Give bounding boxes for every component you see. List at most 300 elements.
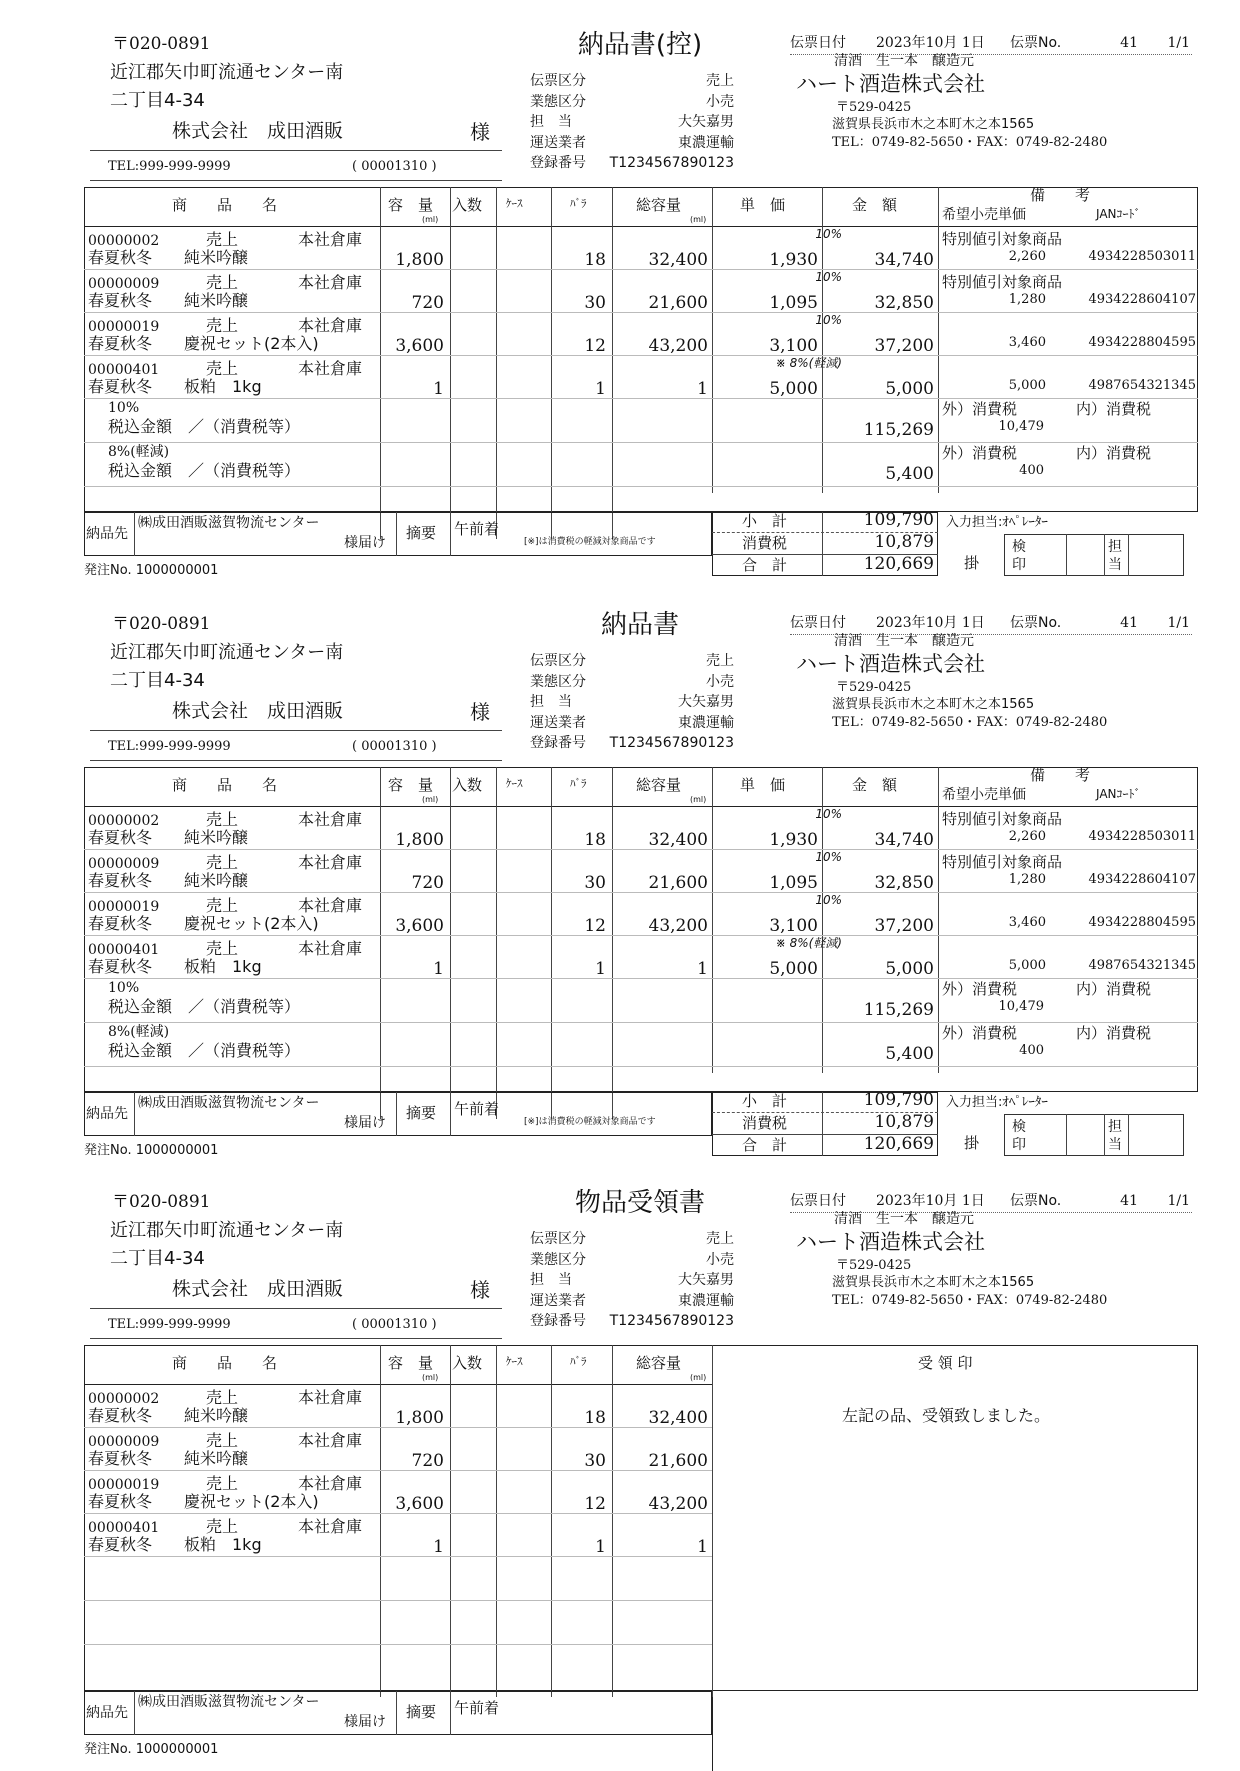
tax-label: 税込金額 ／（消費税等） [108, 461, 301, 480]
item-maker: 春夏秋冬 [88, 377, 153, 396]
staff-label: 担当 [1108, 539, 1122, 573]
item-bara: 30 [584, 293, 606, 313]
rule [90, 1338, 502, 1339]
tax-inner-value: 10,479 [998, 419, 1044, 434]
item-code: 00000019 [88, 899, 160, 915]
item-code: 00000401 [88, 1520, 160, 1536]
tax-outer-label: 外）消費税 [942, 1024, 1018, 1042]
rule [90, 180, 502, 181]
item-bara: 1 [595, 379, 606, 399]
rule [84, 486, 1198, 487]
slip-info-value: 小売 [706, 1251, 734, 1268]
slip-no-label: 伝票No. [1010, 35, 1062, 51]
subtotal-label: 小 計 [742, 1092, 788, 1110]
item-capacity: 3,600 [395, 1494, 444, 1514]
customer-name: 株式会社 成田酒販 [172, 700, 344, 722]
grand-total: 120,669 [863, 554, 934, 574]
company-address: 滋賀県長浜市木之本町木之本1565 [832, 1275, 1035, 1290]
slip-invoice-0 [0, 28, 1240, 598]
slip-info-label: 担 当 [530, 694, 572, 710]
item-remark: 特別値引対象商品 [942, 810, 1063, 828]
item-total-vol: 21,600 [648, 1451, 708, 1471]
item-unit-price: 1,930 [769, 830, 818, 850]
slip-date: 2023年10月 1日 [876, 1193, 985, 1209]
slip-info-value: T1234567890123 [609, 155, 734, 171]
tax-inner-value: 400 [1019, 1043, 1044, 1058]
item-capacity: 1 [433, 379, 444, 399]
company-address: 滋賀県長浜市木之本町木之本1565 [832, 697, 1035, 712]
item-name: 板粕 1kg [184, 377, 262, 396]
item-amount: 34,740 [874, 250, 934, 270]
rule [84, 1644, 712, 1645]
item-bara: 12 [584, 916, 606, 936]
rule [822, 1092, 823, 1156]
item-bara: 1 [595, 959, 606, 979]
slip-info-label: 登録番号 [530, 155, 586, 171]
header-bara: ﾊﾞﾗ [570, 197, 587, 210]
tax-amount: 5,400 [885, 1044, 934, 1064]
memo: 午前着 [454, 1699, 500, 1717]
slip-info-label: 運送業者 [530, 134, 586, 151]
item-maker: 春夏秋冬 [88, 248, 153, 267]
item-name: 純米吟醸 [184, 828, 249, 847]
company-postal: 〒529-0425 [836, 1258, 912, 1273]
item-bara: 1 [595, 1537, 606, 1557]
item-total-vol: 1 [697, 1537, 708, 1557]
item-bara: 18 [584, 830, 606, 850]
item-name: 慶祝セット(2本入) [184, 334, 319, 353]
item-capacity: 1,800 [395, 1408, 444, 1428]
item-kubun: 売上 [206, 359, 239, 378]
rule [134, 1092, 135, 1136]
rule [134, 512, 135, 556]
item-capacity: 3,600 [395, 336, 444, 356]
item-amount: 37,200 [874, 336, 934, 356]
item-code: 00000002 [88, 813, 160, 829]
customer-code: ( 00001310 ) [352, 739, 437, 754]
tax-amount: 115,269 [863, 420, 934, 440]
slip-info-value: 小売 [706, 93, 734, 110]
rule [84, 806, 1198, 807]
item-tax-note: 10% [815, 227, 842, 241]
company-tel-fax: TEL：0749-82-5650・FAX：0749-82-2480 [832, 1293, 1108, 1308]
order-no: 発注No. 1000000001 [84, 1742, 219, 1757]
tax-inner-value: 10,479 [998, 999, 1044, 1014]
item-capacity: 1 [433, 1537, 444, 1557]
check-stamp-box [1004, 1114, 1184, 1156]
header-case: ｹｰｽ [506, 1355, 523, 1368]
item-retail: 1,280 [1008, 292, 1046, 307]
item-maker: 春夏秋冬 [88, 334, 153, 353]
tax-outer-label: 外）消費税 [942, 980, 1018, 998]
slip-info-value: 売上 [706, 73, 734, 89]
item-retail: 1,280 [1008, 872, 1046, 887]
item-kubun: 売上 [206, 1474, 239, 1493]
item-maker: 春夏秋冬 [88, 1406, 153, 1425]
item-amount: 5,000 [885, 379, 934, 399]
slip-info-value: 大矢嘉男 [678, 114, 734, 130]
item-total-vol: 32,400 [648, 830, 708, 850]
slip-info-value: 大矢嘉男 [678, 1272, 734, 1288]
item-name: 慶祝セット(2本入) [184, 1492, 319, 1511]
tax-label-total: 消費税 [742, 534, 788, 552]
item-warehouse: 本社倉庫 [298, 810, 363, 829]
slip-title: 納品書(控) [577, 30, 703, 60]
rule [396, 512, 397, 556]
slip-invoice-1 [0, 608, 1240, 1178]
grand-total: 120,669 [863, 1134, 934, 1154]
rule [396, 1092, 397, 1136]
tax-amount: 5,400 [885, 464, 934, 484]
item-warehouse: 本社倉庫 [298, 1474, 363, 1493]
rule [938, 187, 939, 493]
item-warehouse: 本社倉庫 [298, 230, 363, 249]
item-tax-note: 10% [815, 850, 842, 864]
tax-rate: 8%(軽減) [108, 1024, 170, 1040]
item-warehouse: 本社倉庫 [298, 359, 363, 378]
company-tagline: 清酒 生一本 醸造元 [834, 53, 974, 69]
slip-info-value: 東濃運輸 [678, 714, 734, 731]
rule [84, 849, 1198, 850]
delivery-name: ㈱成田酒販滋賀物流センター [138, 515, 320, 531]
item-jan: 4934228804595 [1088, 335, 1196, 350]
header-unit-price: 単 価 [740, 196, 786, 214]
item-name: 慶祝セット(2本入) [184, 914, 319, 933]
company-tagline: 清酒 生一本 醸造元 [834, 1211, 974, 1227]
item-retail: 5,000 [1008, 378, 1046, 393]
rule [712, 767, 713, 1073]
slip-info-label: 伝票区分 [530, 1231, 586, 1247]
customer-name: 株式会社 成田酒販 [172, 1278, 344, 1300]
slip-no: 41 [1120, 615, 1138, 631]
header-capacity: 容 量 [388, 1354, 434, 1372]
header-receipt: 受 領 印 [918, 1354, 973, 1372]
customer-name: 株式会社 成田酒販 [172, 120, 344, 142]
reduced-note: [※]は消費税の軽減対象商品です [524, 1117, 656, 1127]
slip-info-label: 運送業者 [530, 1292, 586, 1309]
rule [1104, 534, 1105, 576]
header-product: 商 品 名 [172, 776, 278, 794]
item-retail: 3,460 [1008, 915, 1046, 930]
rule [84, 978, 1198, 979]
slip-no: 41 [1120, 1193, 1138, 1209]
tax-outer-label: 外）消費税 [942, 400, 1018, 418]
header-irisu: 入数 [452, 196, 483, 214]
item-capacity: 720 [411, 293, 444, 313]
item-jan: 4934228604107 [1088, 872, 1196, 887]
rule [84, 398, 1198, 399]
header-remarks: 備 考 [1030, 186, 1091, 204]
kake-label: 掛 [964, 554, 980, 572]
item-bara: 18 [584, 1408, 606, 1428]
item-bara: 30 [584, 1451, 606, 1471]
header-total-vol: 総容量 [636, 196, 682, 214]
slip-no-label: 伝票No. [1010, 615, 1062, 631]
rule [90, 150, 502, 151]
item-maker: 春夏秋冬 [88, 914, 153, 933]
header-case: ｹｰｽ [506, 197, 523, 210]
customer-honorific: 様 [470, 120, 490, 144]
staff-label: 担当 [1108, 1119, 1122, 1153]
rule [84, 1384, 712, 1385]
operator: 入力担当:ｵﾍﾟﾚｰﾀｰ [946, 515, 1048, 530]
item-name: 純米吟醸 [184, 871, 249, 890]
header-amount: 金 額 [852, 776, 898, 794]
customer-address1: 近江郡矢巾町流通センター南 [110, 62, 344, 83]
header-total-vol: 総容量 [636, 776, 682, 794]
rule [84, 1427, 712, 1428]
item-retail: 5,000 [1008, 958, 1046, 973]
memo: 午前着 [454, 520, 500, 538]
item-bara: 12 [584, 1494, 606, 1514]
slip-date: 2023年10月 1日 [876, 615, 985, 631]
rule [84, 269, 1198, 270]
header-product: 商 品 名 [172, 1354, 278, 1372]
item-kubun: 売上 [206, 316, 239, 335]
memo-label: 摘要 [406, 524, 437, 542]
rule [84, 1066, 1198, 1067]
subtotal-label: 小 計 [742, 512, 788, 530]
rule [90, 730, 502, 731]
rule [1104, 1114, 1105, 1156]
item-total-vol: 21,600 [648, 873, 708, 893]
slip-info-label: 運送業者 [530, 714, 586, 731]
order-no: 発注No. 1000000001 [84, 563, 219, 578]
item-unit-price: 3,100 [769, 916, 818, 936]
reduced-note: [※]は消費税の軽減対象商品です [524, 537, 656, 547]
delivery-label: 納品先 [86, 526, 128, 542]
item-total-vol: 21,600 [648, 293, 708, 313]
company-name: ハート酒造株式会社 [796, 1230, 985, 1254]
rule [938, 767, 939, 1073]
memo: 午前着 [454, 1100, 500, 1118]
customer-tel: TEL:999-999-9999 [108, 159, 231, 174]
slip-page: 1/1 [1167, 35, 1190, 51]
item-unit-price: 3,100 [769, 336, 818, 356]
item-name: 純米吟醸 [184, 1406, 249, 1425]
header-case: ｹｰｽ [506, 777, 523, 790]
item-warehouse: 本社倉庫 [298, 1388, 363, 1407]
check-stamp-box [1004, 534, 1184, 576]
item-tax-note: 10% [815, 313, 842, 327]
item-bara: 30 [584, 873, 606, 893]
customer-address2: 二丁目4-34 [110, 670, 205, 691]
slip-info-value: T1234567890123 [609, 735, 734, 751]
company-tel-fax: TEL：0749-82-5650・FAX：0749-82-2480 [832, 135, 1108, 150]
item-name: 純米吟醸 [184, 248, 249, 267]
delivery-suffix: 様届け [344, 1714, 386, 1730]
slip-receipt-2 [0, 1186, 1240, 1756]
item-tax-note: ※ 8%(軽減) [775, 936, 842, 950]
item-maker: 春夏秋冬 [88, 1492, 153, 1511]
rule [84, 355, 1198, 356]
item-capacity: 1,800 [395, 250, 444, 270]
item-kubun: 売上 [206, 896, 239, 915]
item-capacity: 3,600 [395, 916, 444, 936]
company-tagline: 清酒 生一本 醸造元 [834, 633, 974, 649]
delivery-suffix: 様届け [344, 1115, 386, 1131]
header-capacity-unit: (ml) [422, 795, 439, 804]
tax-label: 税込金額 ／（消費税等） [108, 1041, 301, 1060]
delivery-name: ㈱成田酒販滋賀物流センター [138, 1694, 320, 1710]
rule [84, 1513, 712, 1514]
customer-tel: TEL:999-999-9999 [108, 739, 231, 754]
customer-address2: 二丁目4-34 [110, 90, 205, 111]
slip-info-label: 担 当 [530, 114, 572, 130]
item-code: 00000019 [88, 1477, 160, 1493]
slip-page: 1/1 [1167, 615, 1190, 631]
item-unit-price: 1,095 [769, 293, 818, 313]
item-code: 00000009 [88, 856, 160, 872]
company-postal: 〒529-0425 [836, 100, 912, 115]
slip-page: 1/1 [1167, 1193, 1190, 1209]
item-remark: 特別値引対象商品 [942, 230, 1063, 248]
slip-info-value: T1234567890123 [609, 1313, 734, 1329]
received-text: 左記の品、受領致しました。 [842, 1406, 1051, 1425]
order-no: 発注No. 1000000001 [84, 1143, 219, 1158]
rule [712, 1345, 713, 1697]
tax-inner-label: 内）消費税 [1076, 400, 1152, 418]
header-jan: JANｺｰﾄﾞ [1096, 207, 1141, 221]
rule [90, 760, 502, 761]
item-unit-price: 5,000 [769, 959, 818, 979]
header-unit-price: 単 価 [740, 776, 786, 794]
customer-address2: 二丁目4-34 [110, 1248, 205, 1269]
slip-info-label: 業態区分 [530, 1251, 586, 1268]
item-warehouse: 本社倉庫 [298, 939, 363, 958]
item-name: 純米吟醸 [184, 291, 249, 310]
item-amount: 34,740 [874, 830, 934, 850]
header-total-vol-unit: (ml) [690, 215, 707, 224]
item-maker: 春夏秋冬 [88, 871, 153, 890]
customer-address1: 近江郡矢巾町流通センター南 [110, 1220, 344, 1241]
rule [396, 1691, 397, 1735]
item-retail: 2,260 [1008, 249, 1046, 264]
tax-rate: 8%(軽減) [108, 444, 170, 460]
rule [84, 1470, 712, 1471]
item-maker: 春夏秋冬 [88, 957, 153, 976]
item-warehouse: 本社倉庫 [298, 273, 363, 292]
item-amount: 37,200 [874, 916, 934, 936]
item-total-vol: 32,400 [648, 250, 708, 270]
item-maker: 春夏秋冬 [88, 1449, 153, 1468]
item-kubun: 売上 [206, 853, 239, 872]
header-capacity-unit: (ml) [422, 215, 439, 224]
item-code: 00000002 [88, 233, 160, 249]
item-kubun: 売上 [206, 939, 239, 958]
rule [450, 1691, 451, 1735]
check-label: 検印 [1012, 1119, 1026, 1153]
customer-address1: 近江郡矢巾町流通センター南 [110, 642, 344, 663]
item-bara: 12 [584, 336, 606, 356]
delivery-label: 納品先 [86, 1106, 128, 1122]
item-tax-note: 10% [815, 807, 842, 821]
slip-info-label: 担 当 [530, 1272, 572, 1288]
tax-inner-label: 内）消費税 [1076, 980, 1152, 998]
customer-honorific: 様 [470, 700, 490, 724]
item-unit-price: 1,095 [769, 873, 818, 893]
slip-info-label: 登録番号 [530, 1313, 586, 1329]
item-total-vol: 1 [697, 959, 708, 979]
rule [84, 1022, 1198, 1023]
slip-info-value: 小売 [706, 673, 734, 690]
total-label: 合 計 [742, 1136, 788, 1154]
tax-outer-label: 外）消費税 [942, 444, 1018, 462]
item-jan: 4934228503011 [1088, 829, 1196, 844]
item-amount: 32,850 [874, 293, 934, 313]
item-warehouse: 本社倉庫 [298, 853, 363, 872]
item-code: 00000401 [88, 942, 160, 958]
item-code: 00000002 [88, 1391, 160, 1407]
rule [822, 512, 823, 576]
item-kubun: 売上 [206, 273, 239, 292]
slip-info-value: 売上 [706, 653, 734, 669]
item-unit-price: 5,000 [769, 379, 818, 399]
item-bara: 18 [584, 250, 606, 270]
operator: 入力担当:ｵﾍﾟﾚｰﾀｰ [946, 1095, 1048, 1110]
item-name: 板粕 1kg [184, 957, 262, 976]
item-amount: 5,000 [885, 959, 934, 979]
item-name: 板粕 1kg [184, 1535, 262, 1554]
tax-inner-label: 内）消費税 [1076, 1024, 1152, 1042]
kake-label: 掛 [964, 1134, 980, 1152]
company-tel-fax: TEL：0749-82-5650・FAX：0749-82-2480 [832, 715, 1108, 730]
header-amount: 金 額 [852, 196, 898, 214]
subtotal: 109,790 [863, 510, 934, 530]
slip-info-label: 登録番号 [530, 735, 586, 751]
item-jan: 4987654321345 [1088, 378, 1196, 393]
header-remarks: 備 考 [1030, 766, 1091, 784]
header-jan: JANｺｰﾄﾞ [1096, 787, 1141, 801]
customer-honorific: 様 [470, 1278, 490, 1302]
date-label: 伝票日付 [790, 615, 846, 631]
item-remark: 特別値引対象商品 [942, 853, 1063, 871]
header-irisu: 入数 [452, 1354, 483, 1372]
company-postal: 〒529-0425 [836, 680, 912, 695]
header-irisu: 入数 [452, 776, 483, 794]
item-kubun: 売上 [206, 810, 239, 829]
tax-amount: 115,269 [863, 1000, 934, 1020]
slip-no: 41 [1120, 35, 1138, 51]
item-kubun: 売上 [206, 1517, 239, 1536]
slip-info-label: 伝票区分 [530, 653, 586, 669]
item-warehouse: 本社倉庫 [298, 896, 363, 915]
tax-inner-label: 内）消費税 [1076, 444, 1152, 462]
item-remark: 特別値引対象商品 [942, 273, 1063, 291]
tax-rate: 10% [108, 980, 140, 996]
customer-postal: 〒020-0891 [112, 1192, 211, 1212]
subtotal: 109,790 [863, 1090, 934, 1110]
item-code: 00000019 [88, 319, 160, 335]
header-retail: 希望小売単価 [942, 207, 1026, 223]
item-jan: 4934228804595 [1088, 915, 1196, 930]
item-capacity: 1,800 [395, 830, 444, 850]
slip-info-value: 売上 [706, 1231, 734, 1247]
item-jan: 4934228604107 [1088, 292, 1196, 307]
check-label: 検印 [1012, 539, 1026, 573]
header-total-vol-unit: (ml) [690, 1373, 707, 1382]
slip-info-label: 業態区分 [530, 93, 586, 110]
item-unit-price: 1,930 [769, 250, 818, 270]
item-jan: 4987654321345 [1088, 958, 1196, 973]
rule [84, 1556, 712, 1557]
tax-rate: 10% [108, 400, 140, 416]
date-label: 伝票日付 [790, 1193, 846, 1209]
item-maker: 春夏秋冬 [88, 1535, 153, 1554]
item-retail: 2,260 [1008, 829, 1046, 844]
rule [134, 1691, 135, 1735]
item-code: 00000009 [88, 276, 160, 292]
